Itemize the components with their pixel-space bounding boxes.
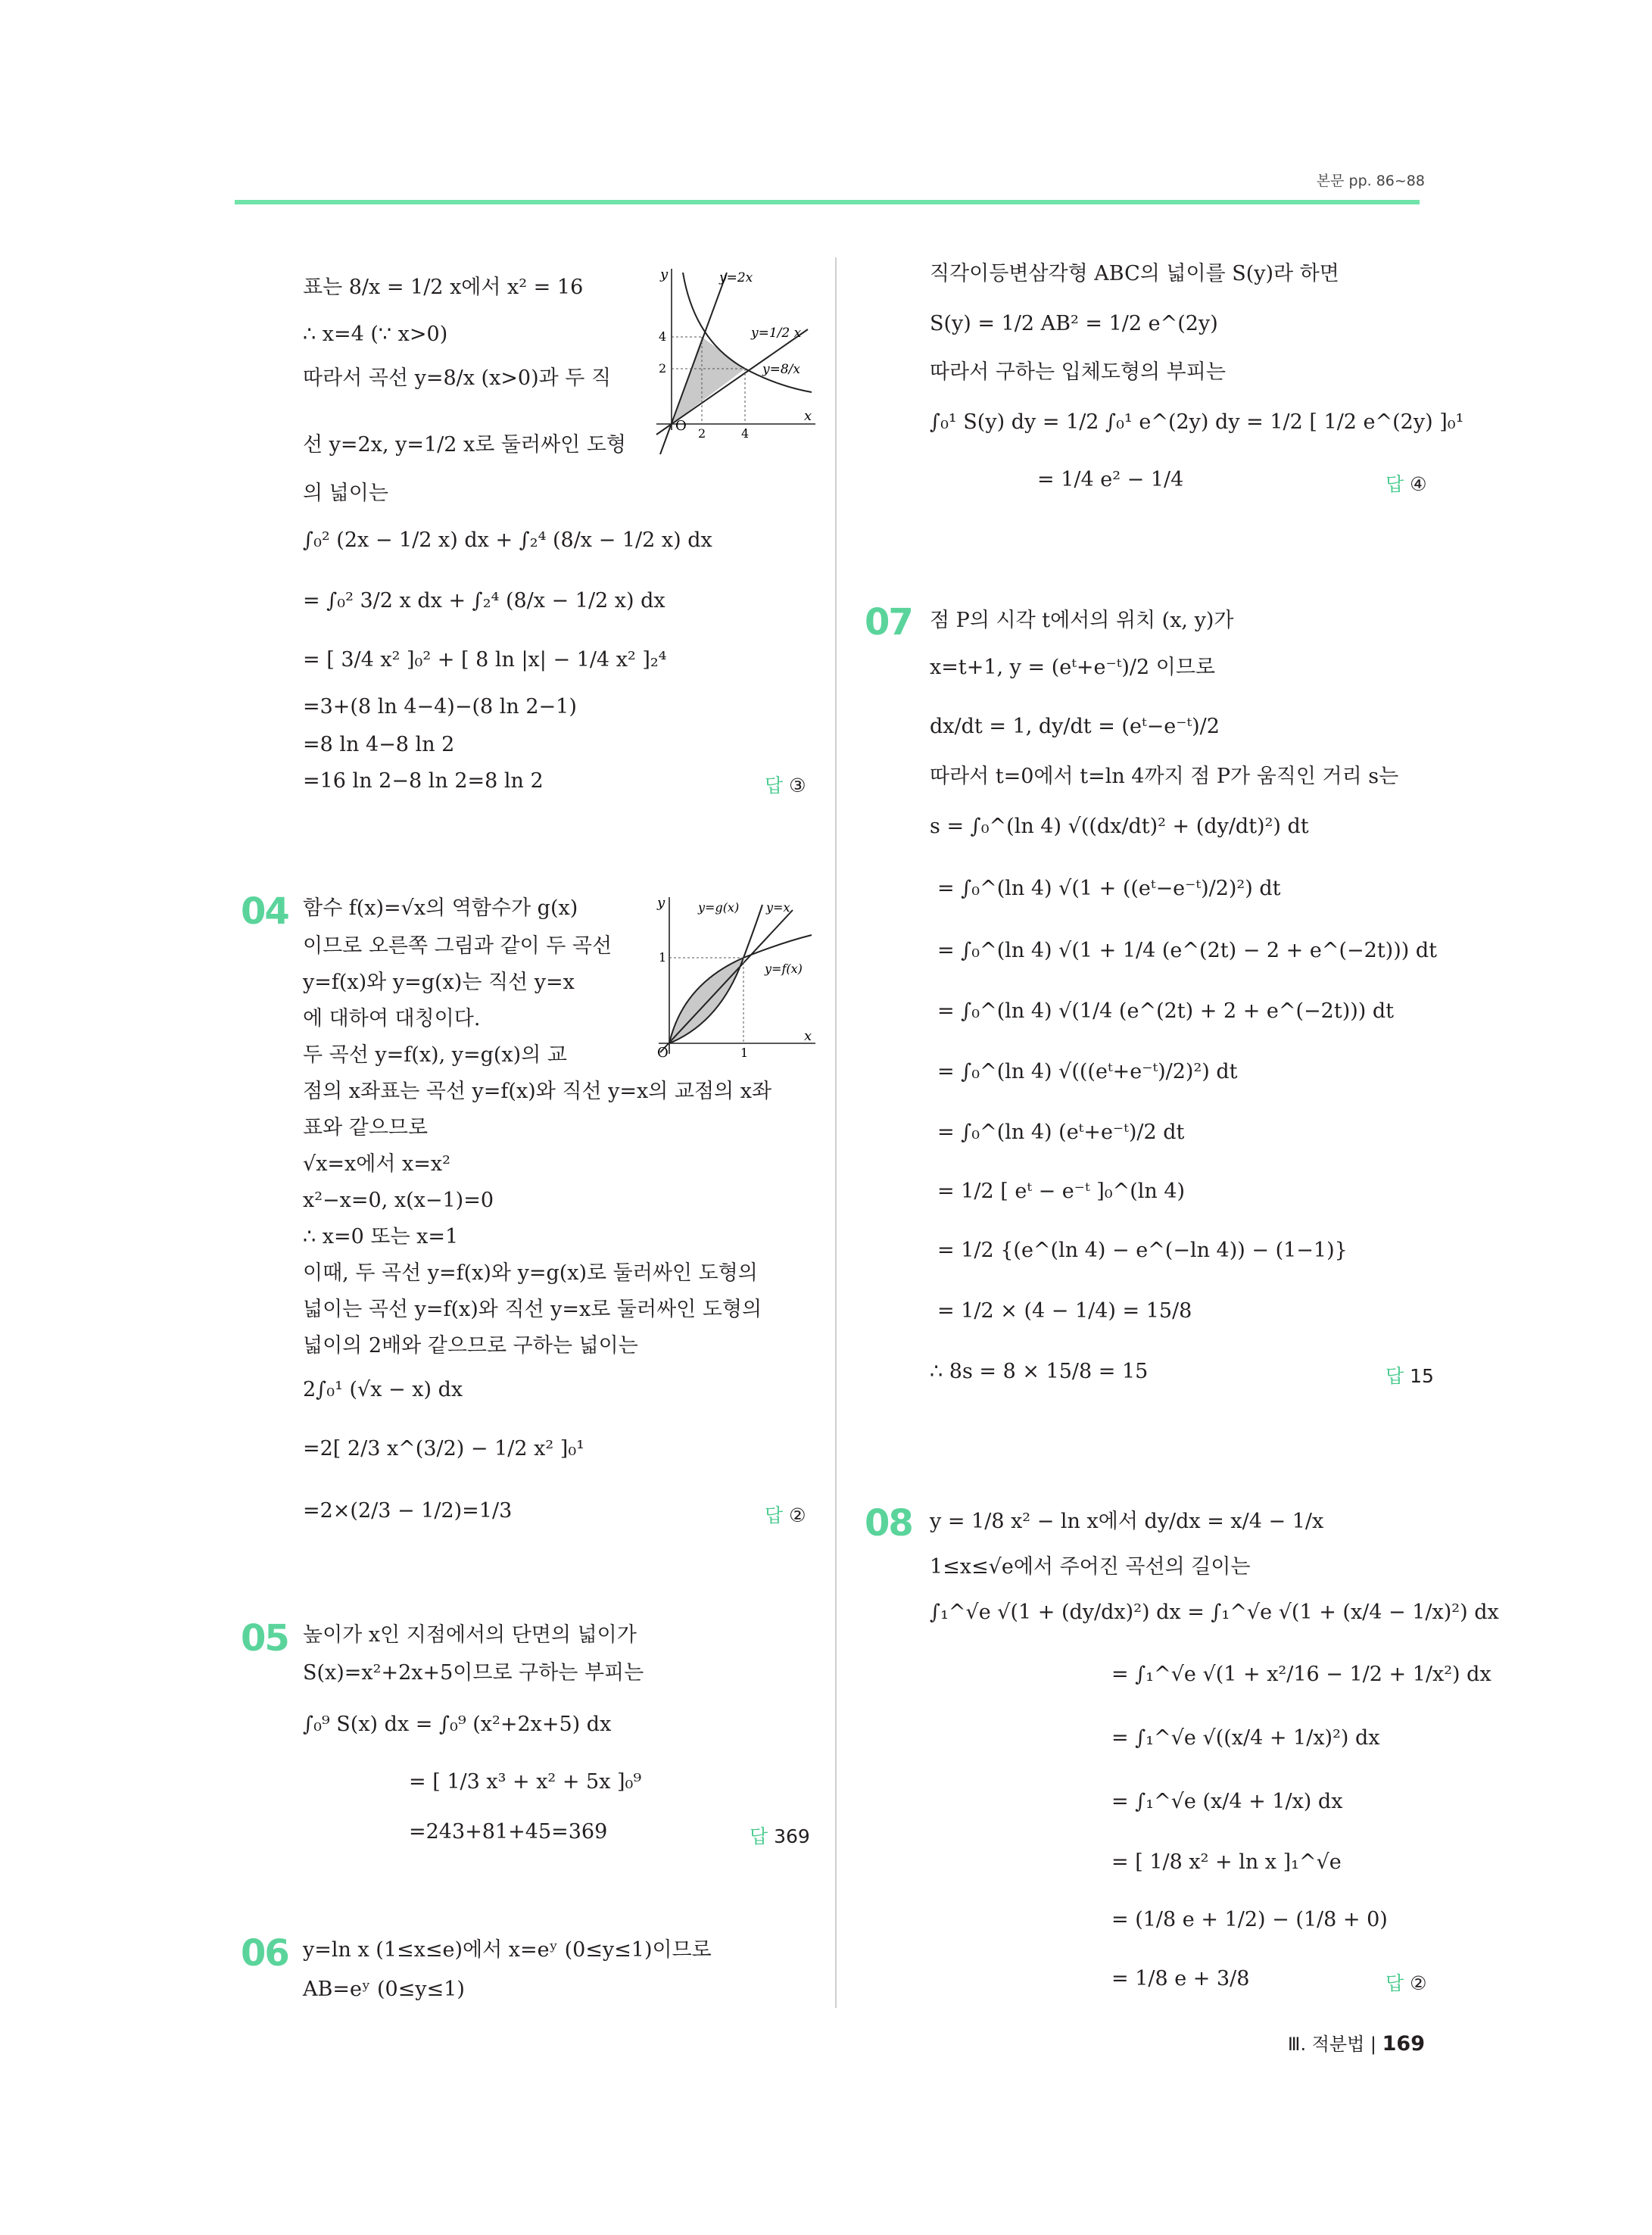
math-line: = ∫₀^(ln 4) √(((eᵗ+e⁻ᵗ)/2)²) dt bbox=[937, 1060, 1238, 1083]
tick-y-1: 1 bbox=[659, 950, 667, 965]
math-line: ∫₀¹ S(y) dy = 1/2 ∫₀¹ e^(2y) dy = 1/2 [ 1/2 e^(2y) ]₀¹ bbox=[930, 410, 1464, 434]
math-line: 1≤x≤√e에서 주어진 곡선의 길이는 bbox=[930, 1555, 1251, 1579]
math-line: = ∫₀² 3/2 x dx + ∫₂⁴ (8/x − 1/2 x) dx bbox=[303, 589, 665, 613]
math-line: = ∫₁^√e √((x/4 + 1/x)²) dx bbox=[1111, 1726, 1380, 1750]
answer-value: ③ bbox=[789, 775, 806, 796]
math-line: 따라서 구하는 입체도형의 부피는 bbox=[930, 360, 1226, 384]
math-line: 함수 f(x)=√x의 역함수가 g(x) bbox=[303, 896, 578, 920]
answer-value: ② bbox=[1410, 1972, 1427, 1994]
math-line: 점 P의 시각 t에서의 위치 (x, y)가 bbox=[930, 609, 1234, 632]
answer-value: ② bbox=[789, 1504, 806, 1526]
math-line: ∫₁^√e √(1 + (dy/dx)²) dx = ∫₁^√e √(1 + (x/4 − 1/x)²) dx bbox=[930, 1601, 1499, 1624]
math-line: 이때, 두 곡선 y=f(x)와 y=g(x)로 둘러싸인 도형의 bbox=[303, 1261, 758, 1285]
page-reference: 본문 pp. 86~88 bbox=[1316, 173, 1425, 189]
math-line: = ∫₀^(ln 4) √(1 + 1/4 (e^(2t) − 2 + e^(−2t))) dt bbox=[937, 939, 1437, 962]
math-line: x²−x=0, x(x−1)=0 bbox=[303, 1189, 494, 1212]
label-line-y-x: y=x bbox=[766, 900, 790, 915]
label-curve-8-over-x: y=8/x bbox=[762, 362, 800, 377]
tick-x-1: 1 bbox=[740, 1046, 749, 1060]
math-line: = 1/2 {(e^(ln 4) − e^(−ln 4)) − (1−1)} bbox=[937, 1239, 1348, 1262]
problem-number-04: 04 bbox=[241, 890, 288, 933]
math-line: 에 대하여 대칭이다. bbox=[303, 1007, 481, 1030]
math-line: 점의 x좌표는 곡선 y=f(x)와 직선 y=x의 교점의 x좌 bbox=[303, 1080, 772, 1103]
math-line: ∫₀² (2x − 1/2 x) dx + ∫₂⁴ (8/x − 1/2 x) dx bbox=[303, 528, 712, 552]
math-line: = [ 1/8 x² + ln x ]₁^√e bbox=[1111, 1850, 1342, 1874]
math-line: y=f(x)와 y=g(x)는 직선 y=x bbox=[303, 971, 575, 994]
label-curve-g: y=g(x) bbox=[698, 900, 740, 915]
answer-label: 답 bbox=[765, 1504, 784, 1526]
tick-y-4: 4 bbox=[659, 329, 667, 344]
math-line: = [ 1/3 x³ + x² + 5x ]₀⁹ bbox=[409, 1770, 642, 1794]
column-divider bbox=[835, 257, 837, 2008]
math-line: x=t+1, y = (eᵗ+e⁻ᵗ)/2 이므로 bbox=[930, 656, 1216, 679]
math-line: = ∫₁^√e √(1 + x²/16 − 1/2 + 1/x²) dx bbox=[1111, 1663, 1491, 1686]
math-line: AB=eʸ (0≤y≤1) bbox=[303, 1978, 465, 2001]
math-line: S(y) = 1/2 AB² = 1/2 e^(2y) bbox=[930, 312, 1218, 335]
page-number: 169 bbox=[1382, 2032, 1425, 2056]
math-line: =2×(2/3 − 1/2)=1/3 bbox=[303, 1499, 513, 1523]
math-line: =8 ln 4−8 ln 2 bbox=[303, 733, 455, 756]
math-line: ∴ x=0 또는 x=1 bbox=[303, 1225, 459, 1248]
problem-number-08: 08 bbox=[865, 1502, 912, 1545]
answer-03 bbox=[765, 771, 806, 798]
answer-07 bbox=[1385, 1361, 1434, 1389]
math-line: 직각이등변삼각형 ABC의 넓이를 S(y)라 하면 bbox=[930, 262, 1339, 285]
math-line: 따라서 곡선 y=8/x (x>0)과 두 직 bbox=[303, 366, 612, 390]
math-line: 높이가 x인 지점에서의 단면의 넓이가 bbox=[303, 1623, 637, 1647]
math-line: 의 넓이는 bbox=[303, 482, 388, 505]
answer-06 bbox=[1385, 469, 1427, 497]
math-line: = ∫₁^√e (x/4 + 1/x) dx bbox=[1111, 1790, 1343, 1813]
math-line: = [ 3/4 x² ]₀² + [ 8 ln |x| − 1/4 x² ]₂⁴ bbox=[303, 648, 667, 672]
label-line-2x: y=2x bbox=[719, 270, 753, 285]
answer-label: 답 bbox=[1385, 1365, 1404, 1387]
math-line: 이므로 오른쪽 그림과 같이 두 곡선 bbox=[303, 934, 612, 958]
label-line-half-x: y=1/2 x bbox=[751, 326, 802, 341]
math-line: 표와 같으므로 bbox=[303, 1116, 429, 1139]
tick-x-2: 2 bbox=[698, 426, 706, 441]
math-line: 선 y=2x, y=1/2 x로 둘러싸인 도형 bbox=[303, 433, 626, 457]
line-y-x bbox=[660, 910, 793, 1052]
answer-04 bbox=[765, 1501, 806, 1528]
answer-value: 15 bbox=[1410, 1365, 1434, 1387]
math-line: S(x)=x²+2x+5이므로 구하는 부피는 bbox=[303, 1661, 644, 1685]
math-line: ∴ x=4 (∵ x>0) bbox=[303, 323, 448, 346]
math-line: = 1/2 × (4 − 1/4) = 15/8 bbox=[937, 1299, 1192, 1323]
math-line: = ∫₀^(ln 4) √(1 + ((eᵗ−e⁻ᵗ)/2)²) dt bbox=[937, 877, 1281, 900]
math-line: 2∫₀¹ (√x − x) dx bbox=[303, 1378, 463, 1401]
math-line: = 1/4 e² − 1/4 bbox=[1037, 468, 1184, 491]
problem-number-05: 05 bbox=[241, 1617, 288, 1660]
math-line: ∫₀⁹ S(x) dx = ∫₀⁹ (x²+2x+5) dx bbox=[303, 1713, 612, 1736]
math-line: 따라서 t=0에서 t=ln 4까지 점 P가 움직인 거리 s는 bbox=[930, 765, 1399, 788]
label-x-axis: x bbox=[804, 1028, 812, 1044]
math-line: =16 ln 2−8 ln 2=8 ln 2 bbox=[303, 769, 544, 793]
math-line: ∴ 8s = 8 × 15/8 = 15 bbox=[930, 1360, 1149, 1383]
label-y-axis: y bbox=[657, 895, 665, 911]
math-line: √x=x에서 x=x² bbox=[303, 1152, 450, 1176]
label-origin: O bbox=[675, 418, 687, 434]
math-line: 표는 8/x = 1/2 x에서 x² = 16 bbox=[303, 276, 584, 299]
answer-05 bbox=[750, 1822, 810, 1849]
header-rule bbox=[235, 200, 1420, 204]
math-line: =243+81+45=369 bbox=[409, 1820, 608, 1844]
math-line: = 1/2 [ eᵗ − e⁻ᵗ ]₀^(ln 4) bbox=[937, 1180, 1186, 1203]
problem-number-06: 06 bbox=[241, 1932, 288, 1975]
math-line: = ∫₀^(ln 4) √(1/4 (e^(2t) + 2 + e^(−2t))) dt bbox=[937, 999, 1395, 1023]
figure-04-graph bbox=[653, 893, 819, 1060]
figure-03-graph bbox=[653, 265, 819, 441]
math-line: = (1/8 e + 1/2) − (1/8 + 0) bbox=[1111, 1908, 1388, 1931]
math-line: dx/dt = 1, dy/dt = (eᵗ−e⁻ᵗ)/2 bbox=[930, 715, 1220, 738]
math-line: =3+(8 ln 4−4)−(8 ln 2−1) bbox=[303, 695, 577, 719]
answer-08 bbox=[1385, 1968, 1427, 1996]
math-line: 넓이의 2배와 같으므로 구하는 넓이는 bbox=[303, 1334, 638, 1358]
label-x-axis: x bbox=[804, 408, 812, 424]
label-y-axis: y bbox=[660, 267, 669, 282]
page-footer bbox=[1288, 2029, 1425, 2056]
math-line: = ∫₀^(ln 4) (eᵗ+e⁻ᵗ)/2 dt bbox=[937, 1121, 1185, 1144]
math-line: =2[ 2/3 x^(3/2) − 1/2 x² ]₀¹ bbox=[303, 1437, 584, 1460]
math-line: = 1/8 e + 3/8 bbox=[1111, 1967, 1250, 1990]
math-line: s = ∫₀^(ln 4) √((dx/dt)² + (dy/dt)²) dt bbox=[930, 815, 1309, 838]
answer-label: 답 bbox=[1385, 1972, 1404, 1994]
label-curve-f: y=f(x) bbox=[765, 962, 803, 976]
math-line: 두 곡선 y=f(x), y=g(x)의 교 bbox=[303, 1043, 567, 1067]
tick-y-2: 2 bbox=[659, 361, 667, 376]
problem-number-07: 07 bbox=[865, 601, 912, 644]
math-line: y=ln x (1≤x≤e)에서 x=eʸ (0≤y≤1)이므로 bbox=[303, 1938, 712, 1962]
answer-value: 369 bbox=[774, 1825, 810, 1847]
math-line: 넓이는 곡선 y=f(x)와 직선 y=x로 둘러싸인 도형의 bbox=[303, 1298, 762, 1321]
answer-value: ④ bbox=[1410, 473, 1427, 495]
math-line: y = 1/8 x² − ln x에서 dy/dx = x/4 − 1/x bbox=[930, 1510, 1324, 1533]
answer-label: 답 bbox=[1385, 473, 1404, 495]
answer-label: 답 bbox=[750, 1825, 768, 1847]
chapter-title: Ⅲ. 적분법 bbox=[1287, 2034, 1365, 2055]
tick-x-4: 4 bbox=[741, 426, 750, 441]
answer-label: 답 bbox=[765, 775, 784, 796]
label-origin: O bbox=[657, 1045, 669, 1061]
footer-separator: | bbox=[1370, 2034, 1382, 2055]
